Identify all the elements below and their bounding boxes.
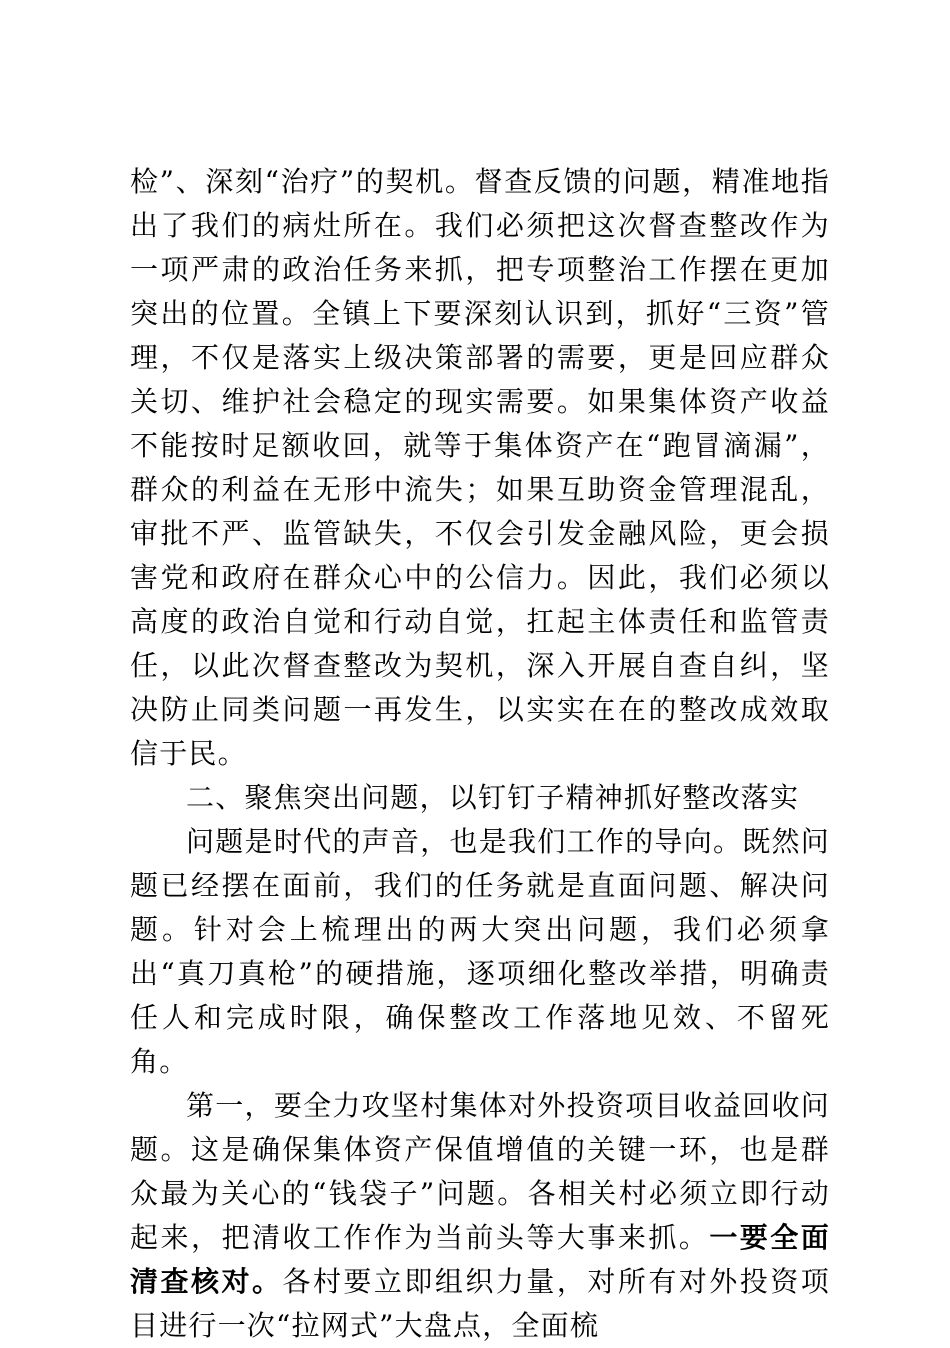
paragraph-problems: 问题是时代的声音，也是我们工作的导向。既然问题已经摆在面前，我们的任务就是直面问题、解决问题。针对会上梳理出的两大突出问题，我们必须拿出“真刀真枪”的硬措施，逐项细化整改举措，明确责任人和完成时限，确保整改工作落地见效、不留死角。 xyxy=(130,825,830,1078)
document-body xyxy=(130,160,830,1348)
first-point-lead: 第一，要全力攻坚村集体对外投资项目收益回收问题。这是确保集体资产保值增值的关键一环，也是群众最为关心的“钱袋子”问题。各相关村必须立即行动起来，把清收工作作为当前头等大事来抓。 xyxy=(130,1089,830,1254)
paragraph-continued: 检”、深刻“治疗”的契机。督查反馈的问题，精准地指出了我们的病灶所在。我们必须把这次督查整改作为一项严肃的政治任务来抓，把专项整治工作摆在更加突出的位置。全镇上下要深刻认识到，抓好“三资”管理，不仅是落实上级决策部署的需要，更是回应群众关切、维护社会稳定的现实需要。如果集体资产收益不能按时足额收回，就等于集体资产在“跑冒滴漏”，群众的利益在无形中流失；如果互助资金管理混乱，审批不严、监管缺失，不仅会引发金融风险，更会损害党和政府在群众心中的公信力。因此，我们必须以高度的政治自觉和行动自觉，扛起主体责任和监管责任，以此次督查整改为契机，深入开展自查自纠，坚决防止同类问题一再发生，以实实在在的整改成效取信于民。 xyxy=(130,165,830,770)
paragraph-first-point xyxy=(130,1084,830,1348)
first-point-bold-subheading: 一要全面清查核对。 xyxy=(130,1221,830,1298)
first-point-tail: 各村要立即组织力量，对所有对外投资项目进行一次“拉网式”大盘点，全面梳 xyxy=(130,1265,830,1342)
section-heading-2: 二、聚焦突出问题，以钉钉子精神抓好整改落实 xyxy=(186,781,800,814)
